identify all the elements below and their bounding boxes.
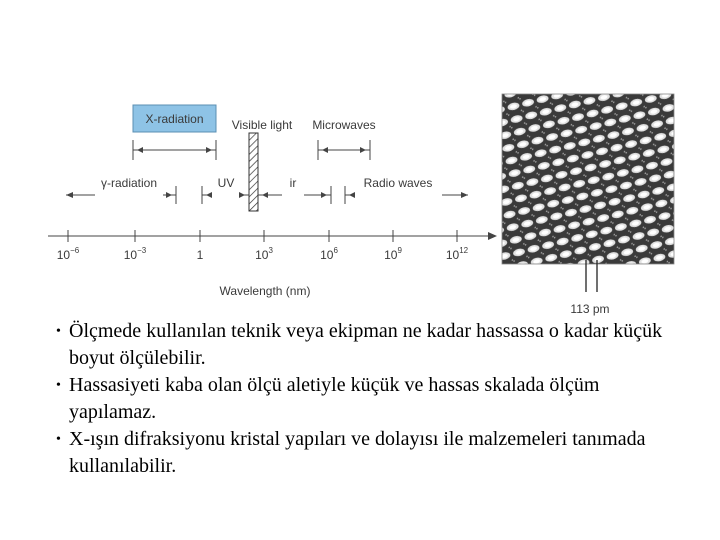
- axis-tick-label: $10^6$: [320, 246, 338, 262]
- bullet-text: Ölçmede kullanılan teknik veya ekipman ne kadar hassassa o kadar küçük boyut ölçülebilir.: [69, 320, 663, 369]
- visible-light-bar: [249, 133, 258, 211]
- wavelength-axis: [48, 232, 497, 240]
- axis-tick-label: $10^9$: [384, 246, 402, 262]
- crystal-micrograph: [502, 94, 674, 316]
- bullet-item: [56, 372, 676, 426]
- radio-waves-label: Radio waves: [363, 176, 433, 190]
- gamma-radiation-label: γ-radiation: [100, 176, 158, 190]
- axis-tick-label: 1: [196, 248, 204, 262]
- visible-light-label: Visible light: [231, 118, 293, 132]
- axis-tick-label: $10^3$: [255, 246, 273, 262]
- scale-label: 113 pm: [570, 302, 610, 316]
- microwaves-range-arrow: [318, 140, 370, 160]
- microwaves-label: Microwaves: [312, 118, 376, 132]
- bullet-item: [56, 318, 676, 372]
- axis-tick-label: $10^{-6}$: [56, 246, 80, 262]
- bullet-item: [56, 426, 676, 480]
- ir-label: ir: [289, 176, 297, 190]
- bullet-dot-icon: •: [56, 324, 61, 339]
- axis-tick-label: $10^{-3}$: [123, 246, 147, 262]
- bullet-text: Hassasiyeti kaba olan ölçü aletiyle küçük ve hassas skalada ölçüm yapılamaz.: [69, 374, 600, 423]
- bullet-dot-icon: •: [56, 378, 61, 393]
- axis-tick-label: $10^{12}$: [445, 246, 469, 262]
- uv-label: UV: [217, 176, 235, 190]
- axis-ticks: [57, 230, 469, 262]
- xradiation-label: X-radiation: [145, 112, 204, 126]
- bullet-list: [56, 318, 676, 480]
- xradiation-range-arrow: [133, 140, 216, 160]
- bullet-text: X-ışın difraksiyonu kristal yapıları ve dolayısı ile malzemeleri tanımada kullanılabilir.: [69, 428, 646, 477]
- bullet-dot-icon: •: [56, 432, 61, 447]
- axis-title: Wavelength (nm): [219, 284, 311, 298]
